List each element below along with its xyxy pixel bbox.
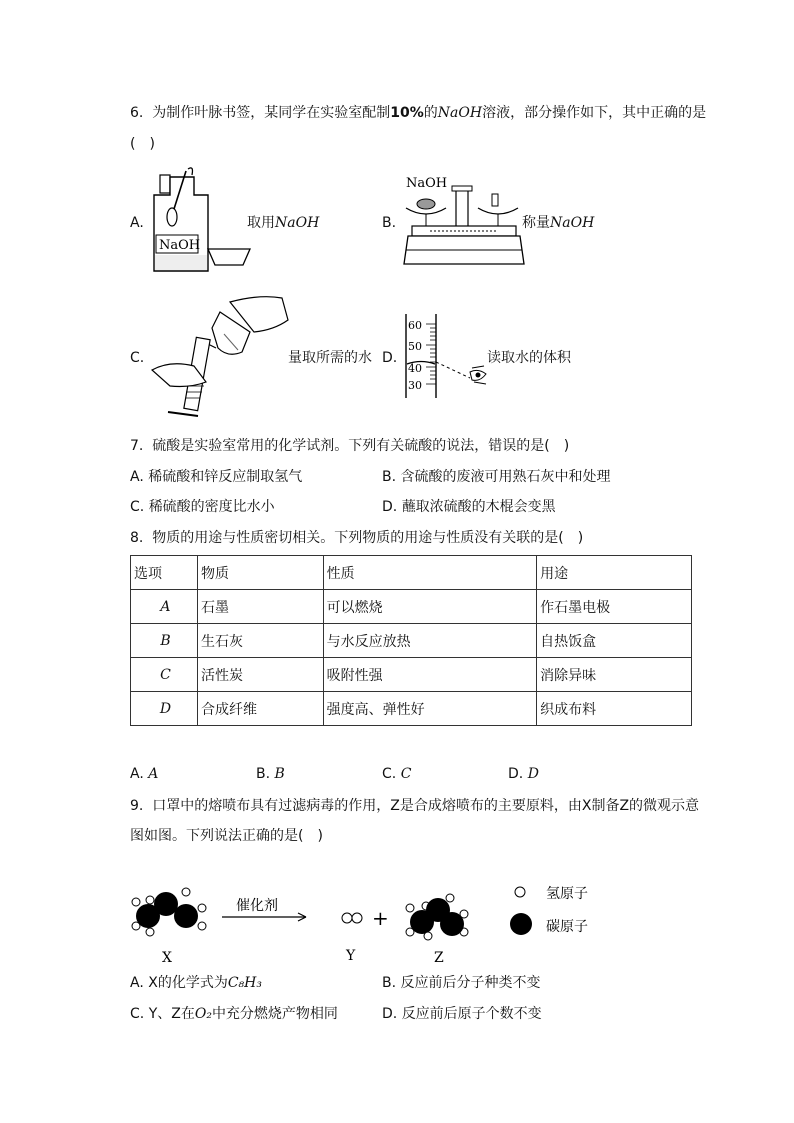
q6-option-a-text: 取用NaOH: [247, 215, 320, 231]
table-cell: 石墨: [197, 590, 323, 624]
balance-icon: [400, 170, 525, 270]
table-header-cell: 性质: [323, 556, 537, 590]
q8-option-d: D. D: [508, 766, 539, 782]
q7-option-b: B. 含硫酸的废液可用熟石灰中和处理: [382, 469, 611, 485]
table-cell: C: [131, 658, 198, 692]
q9-option-b: B. 反应前后分子种类不变: [382, 975, 541, 991]
table-header-row: [131, 556, 692, 590]
catalyst-label: 催化剂: [236, 898, 278, 914]
table-row: [131, 590, 692, 624]
q9-number: 9.: [130, 798, 144, 814]
q9-option-c: C. Y、Z在O₂中充分燃烧产物相同: [130, 1006, 338, 1022]
q6-number: 6.: [130, 105, 144, 121]
q9-reaction-diagram: [128, 870, 608, 970]
table-row: [131, 692, 692, 726]
q9-stem-line2: 图如图。下列说法正确的是( ): [130, 828, 323, 844]
table-header-cell: 选项: [131, 556, 198, 590]
q9-stem-line1: 9. 口罩中的熔喷布具有过滤病毒的作用，Z是合成熔喷布的主要原料，由X制备Z的微观示意: [130, 798, 700, 814]
table-cell: 与水反应放热: [323, 624, 537, 658]
q6-option-d-letter: D.: [382, 350, 398, 366]
q6-option-b-letter: B.: [382, 215, 397, 231]
bottle-label: NaOH: [159, 238, 201, 253]
q7-option-c: C. 稀硫酸的密度比水小: [130, 499, 275, 515]
table-cell: 作石墨电极: [537, 590, 692, 624]
q6-option-b-text: 称量NaOH: [522, 215, 595, 231]
q8-table: [130, 555, 692, 726]
table-cell: 织成布料: [537, 692, 692, 726]
x-label: X: [162, 950, 172, 966]
pour-into-cylinder-icon: [150, 290, 290, 425]
y-label: Y: [346, 948, 356, 964]
molecule-y-icon: [342, 913, 362, 923]
molecule-z-icon: [406, 894, 468, 940]
q6-option-c-text: 量取所需的水: [288, 350, 372, 366]
table-header-cell: 用途: [537, 556, 692, 590]
q6-answer-paren: ( ): [130, 136, 155, 152]
q6-option-a-letter: A.: [130, 215, 144, 231]
table-row: [131, 658, 692, 692]
q8-option-c: C. C: [382, 766, 412, 782]
q8-option-b: B. B: [256, 766, 285, 782]
table-cell: D: [131, 692, 198, 726]
table-cell: 合成纤维: [197, 692, 323, 726]
q6-option-c-letter: C.: [130, 350, 145, 366]
table-cell: 自热饭盒: [537, 624, 692, 658]
q9-option-a: A. X的化学式为C₈H₃: [130, 975, 262, 991]
scale-40: 40: [408, 362, 422, 375]
q8-option-a: A. A: [130, 766, 159, 782]
table-cell: 消除异味: [537, 658, 692, 692]
balance-label: NaOH: [406, 176, 448, 191]
table-cell: 强度高、弹性好: [323, 692, 537, 726]
q8-number: 8.: [130, 530, 144, 546]
table-cell: 吸附性强: [323, 658, 537, 692]
z-label: Z: [434, 950, 444, 966]
table-cell: 生石灰: [197, 624, 323, 658]
molecule-x-icon: [132, 888, 206, 936]
table-cell: 活性炭: [197, 658, 323, 692]
q7-number: 7.: [130, 438, 144, 454]
legend-carbon: 碳原子: [546, 919, 588, 935]
cylinder-reading-eye-icon: [400, 312, 500, 400]
q9-option-d: D. 反应前后原子个数不变: [382, 1006, 542, 1022]
q8-stem: 8. 物质的用途与性质密切相关。下列物质的用途与性质没有关联的是( ): [130, 530, 584, 546]
hydrogen-legend-icon: [515, 887, 525, 897]
scale-30: 30: [408, 379, 422, 392]
table-cell: B: [131, 624, 198, 658]
scale-60: 60: [408, 319, 422, 332]
table-row: [131, 624, 692, 658]
q7-option-a: A. 稀硫酸和锌反应制取氢气: [130, 469, 303, 485]
plus-sign: +: [372, 906, 389, 930]
q7-stem: 7. 硫酸是实验室常用的化学试剂。下列有关硫酸的说法，错误的是( ): [130, 438, 570, 454]
scale-50: 50: [408, 340, 422, 353]
table-header-cell: 物质: [197, 556, 323, 590]
q7-option-d: D. 蘸取浓硫酸的木棍会变黑: [382, 499, 556, 515]
q6-stem: 6. 为制作叶脉书签，某同学在实验室配制10%的NaOH溶液，部分操作如下，其中正确的是: [130, 105, 707, 121]
reagent-bottle-spoon-icon: [148, 165, 253, 277]
table-cell: A: [131, 590, 198, 624]
legend-hydrogen: 氢原子: [546, 886, 588, 902]
table-cell: 可以燃烧: [323, 590, 537, 624]
q6-option-d-text: 读取水的体积: [487, 350, 571, 366]
carbon-legend-icon: [510, 913, 532, 935]
